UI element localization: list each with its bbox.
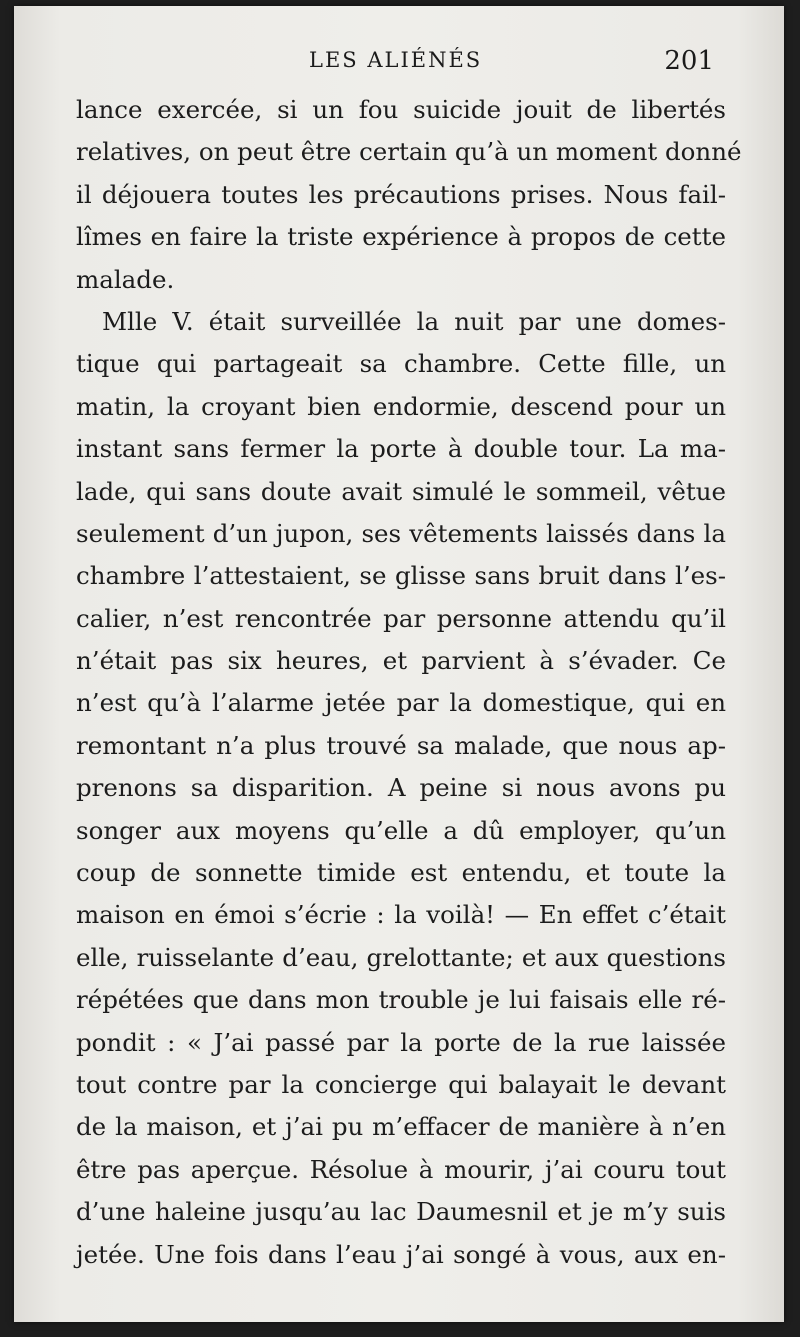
text-line: prenons sa disparition. A peine si nous avons pu [76,773,726,803]
text-line: n’était pas six heures, et parvient à s’évader. Ce [76,646,726,676]
text-line: tout contre par la concierge qui balayait le devant [76,1069,726,1099]
text-line: d’une haleine jusqu’au lac Daumesnil et je m’y suis [76,1197,726,1227]
running-title: LES ALIÉNÉS [309,48,483,72]
text-line: il déjouera toutes les précautions prises. Nous fail- [76,179,726,209]
text-line: elle, ruisselante d’eau, grelottante; et aux questions [76,942,726,972]
text-line: pondit : « J’ai passé par la porte de la rue laissée [76,1027,726,1057]
text-line: matin, la croyant bien endormie, descend pour un [76,391,726,421]
text-line: malade. [76,264,175,294]
body-text [76,89,742,1276]
page-number: 201 [664,46,714,76]
text-line: relatives, on peut être certain qu’à un moment donné [76,137,742,167]
text-line: songer aux moyens qu’elle a dû employer, qu’un [76,815,726,845]
text-line: de la maison, et j’ai pu m’effacer de manière à n’en [76,1112,726,1142]
text-line: lîmes en faire la triste expérience à propos de cette [76,222,726,252]
text-line: n’est qu’à l’alarme jetée par la domestique, qui en [76,688,726,718]
paragraph [76,301,726,1276]
paragraph [76,89,742,301]
text-line: maison en émoi s’écrie : la voilà! — En effet c’était [76,900,726,930]
text-line: seulement d’un jupon, ses vêtements laissés dans la [76,518,726,548]
text-line: coup de sonnette timide est entendu, et toute la [76,858,726,888]
text-line: tique qui partageait sa chambre. Cette fille, un [76,349,726,379]
book-page [14,6,784,1322]
text-line: Mlle V. était surveillée la nuit par une domes- [102,306,726,336]
text-line: être pas aperçue. Résolue à mourir, j’ai couru tout [76,1154,726,1184]
text-line: calier, n’est rencontrée par personne attendu qu’il [76,603,726,633]
text-line: lade, qui sans doute avait simulé le sommeil, vêtue [76,476,726,506]
text-line: chambre l’attestaient, se glisse sans bruit dans l’es- [76,561,726,591]
text-line: lance exercée, si un fou suicide jouit de libertés [76,95,726,124]
text-line: remontant n’a plus trouvé sa malade, que nous ap- [76,730,726,760]
text-line: répétées que dans mon trouble je lui faisais elle ré- [76,985,726,1015]
page-header [14,48,784,88]
text-line: jetée. Une fois dans l’eau j’ai songé à vous, aux en- [76,1239,726,1269]
text-line: instant sans fermer la porte à double tour. La ma- [76,434,726,464]
